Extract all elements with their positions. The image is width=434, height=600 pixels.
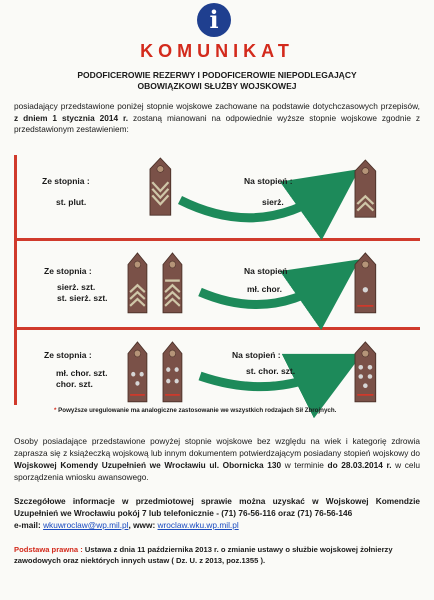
info-icon: i [197, 3, 231, 37]
epaulette-st-chor-szt [355, 342, 376, 402]
email-link[interactable]: wkuwroclaw@wp.mil.pl [43, 520, 129, 530]
subtitle-line-1: PODOFICEROWIE REZERWY I PODOFICEROWIE NIEPODLEGAJĄCY [77, 70, 357, 80]
row3-to-rank: st. chor. szt. [246, 366, 296, 376]
arrow-row-1 [180, 190, 330, 218]
epaulette-sierz-szt [128, 253, 147, 313]
row3-to-label: Na stopień : [232, 350, 281, 360]
row2-from-rank-1: sierż. szt. [57, 282, 96, 292]
para1-text-e: w celu sporządzenia wniosku awansowego. [14, 460, 420, 482]
legal-label: Podstawa prawna : [14, 545, 83, 554]
footnote-star: * [54, 407, 57, 414]
legal-basis [14, 544, 420, 566]
contact-paragraph [14, 495, 420, 531]
epaulette-st-sierz-szt [163, 253, 182, 313]
epaulette-chor-szt [163, 342, 182, 402]
footnote-text: Powyższe uregulowanie ma analogiczne zastosowanie we wszystkich rodzajach Sił Zbrojnych. [58, 407, 337, 414]
subtitle-line-2: OBOWIĄZKOWI SŁUŻBY WOJSKOWEJ [137, 81, 297, 91]
row3-from-rank-2: chor. szt. [56, 379, 93, 389]
row2-to-rank: mł. chor. [247, 284, 282, 294]
intro-part-1: posiadający przedstawione poniżej stopnie wojskowe zachowane na podstawie dotychczasowych przepisów, [14, 101, 420, 111]
intro-date: z dniem 1 stycznia 2014 r. [14, 112, 129, 123]
row1-to-label: Na stopień : [244, 176, 293, 186]
epaulette-ml-chor [355, 253, 376, 313]
epaulette-sierz [355, 160, 376, 217]
row3-from-rank-1: mł. chor. szt. [56, 368, 108, 378]
www-label: , www: [128, 520, 158, 530]
row3-from-label: Ze stopnia : [44, 350, 92, 360]
para1-text-a: Osoby posiadające przedstawione powyżej stopnie wojskowe bez względu na wiek i kategorię zdrowia zaprasza się z książeczką wojskową lub innym dokumentem potwierdzającym posiadany stopień wojskowy do [14, 436, 420, 458]
deadline: do 28.03.2014 r. [327, 460, 392, 470]
instructions-paragraph [14, 435, 420, 483]
epaulette-st-plut [150, 158, 171, 215]
footnote [54, 407, 336, 414]
row1-to-rank: sierż. [262, 197, 284, 207]
legal-text: Ustawa z dnia 11 października 2013 r. o zmianie ustawy o służbie wojskowej żołnierzy zawodowych oraz niektórych innych ustaw ( Dz. U. z 2013, poz.1355 ). [14, 545, 393, 565]
row2-to-label: Na stopień [244, 266, 288, 276]
epaulette-ml-chor-szt [128, 342, 147, 402]
email-label: e-mail: [14, 520, 44, 530]
page-title: KOMUNIKAT [140, 41, 294, 61]
intro-part-2: zostaną mianowani na odpowiednie wyższe stopnie wojskowe zgodnie z przedstawionym zestawieniem: [14, 112, 420, 134]
wku-address: Wojskowej Komendy Uzupełnień we Wrocławiu ul. Obornicka 130 [14, 460, 282, 470]
contact-text: Szczegółowe informacje w przedmiotowej sprawie można uzyskać w Wojskowej Komendzie Uzupełnień we Wrocławiu pokój 7 lub telefonicznie - (71) 76-56-116 oraz (71) 76-56-146 [14, 496, 420, 518]
row2-from-label: Ze stopnia : [44, 266, 92, 276]
www-link[interactable]: wroclaw.wku.wp.mil.pl [157, 520, 239, 530]
row2-from-rank-2: st. sierż. szt. [57, 293, 108, 303]
row1-from-label: Ze stopnia : [42, 176, 90, 186]
row1-from-rank: st. plut. [56, 197, 87, 207]
para1-text-c: w terminie [281, 460, 328, 470]
